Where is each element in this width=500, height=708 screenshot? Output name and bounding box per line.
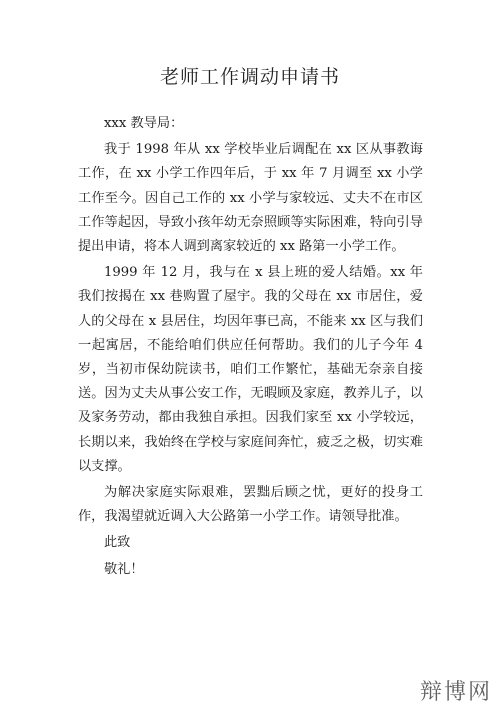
paragraph-3: 为解决家庭实际艰难，罢黜后顾之忧，更好的投身工作，我渴望就近调入大公路第一小学工作。请领导批准。 [78, 485, 423, 525]
closing-line-2: 敬礼！ [104, 561, 144, 577]
letter-body [78, 112, 423, 584]
salutation: xxx 教导局： [104, 116, 184, 131]
site-watermark: 辩博网 [419, 680, 492, 705]
closing-line-1: 此致 [104, 535, 131, 551]
document-title: 老师工作调动申请书 [159, 66, 340, 88]
paragraph-1: 我于 1998 年从 xx 学校毕业后调配在 xx 区从事教诲工作，在 xx 小学工作四年后，于 xx 年 7 月调至 xx 小学工作至今。因自己工作的 xx 小学与家较远、丈夫不在市区工作等起因，导致小孩年幼无奈照顾等实际困难，特向引导提出申请，将本人调到离家较近的 xx 路第一小学工作。 [78, 142, 423, 255]
paragraph-2: 1999 年 12 月，我与在 x 县上班的爱人结婚。xx 年我们按揭在 xx 巷购置了屋宇。我的父母在 xx 市居住，爱人的父母在 x 县居住，均因年事已高，不能来 xx 区与我们一起寓居，不能给咱们供应任何帮助。我们的儿子今年 4 岁，当初市保幼院读书，咱们工作繁忙，基础无奈亲自接送。因为丈夫从事公安工作，无暇顾及家庭，教养儿子，以及家务劳动，都由我独自承担。因我们家至 xx 小学较远，长期以来，我始终在学校与家庭间奔忙，疲乏之极，切实难以支撑。 [78, 265, 423, 474]
